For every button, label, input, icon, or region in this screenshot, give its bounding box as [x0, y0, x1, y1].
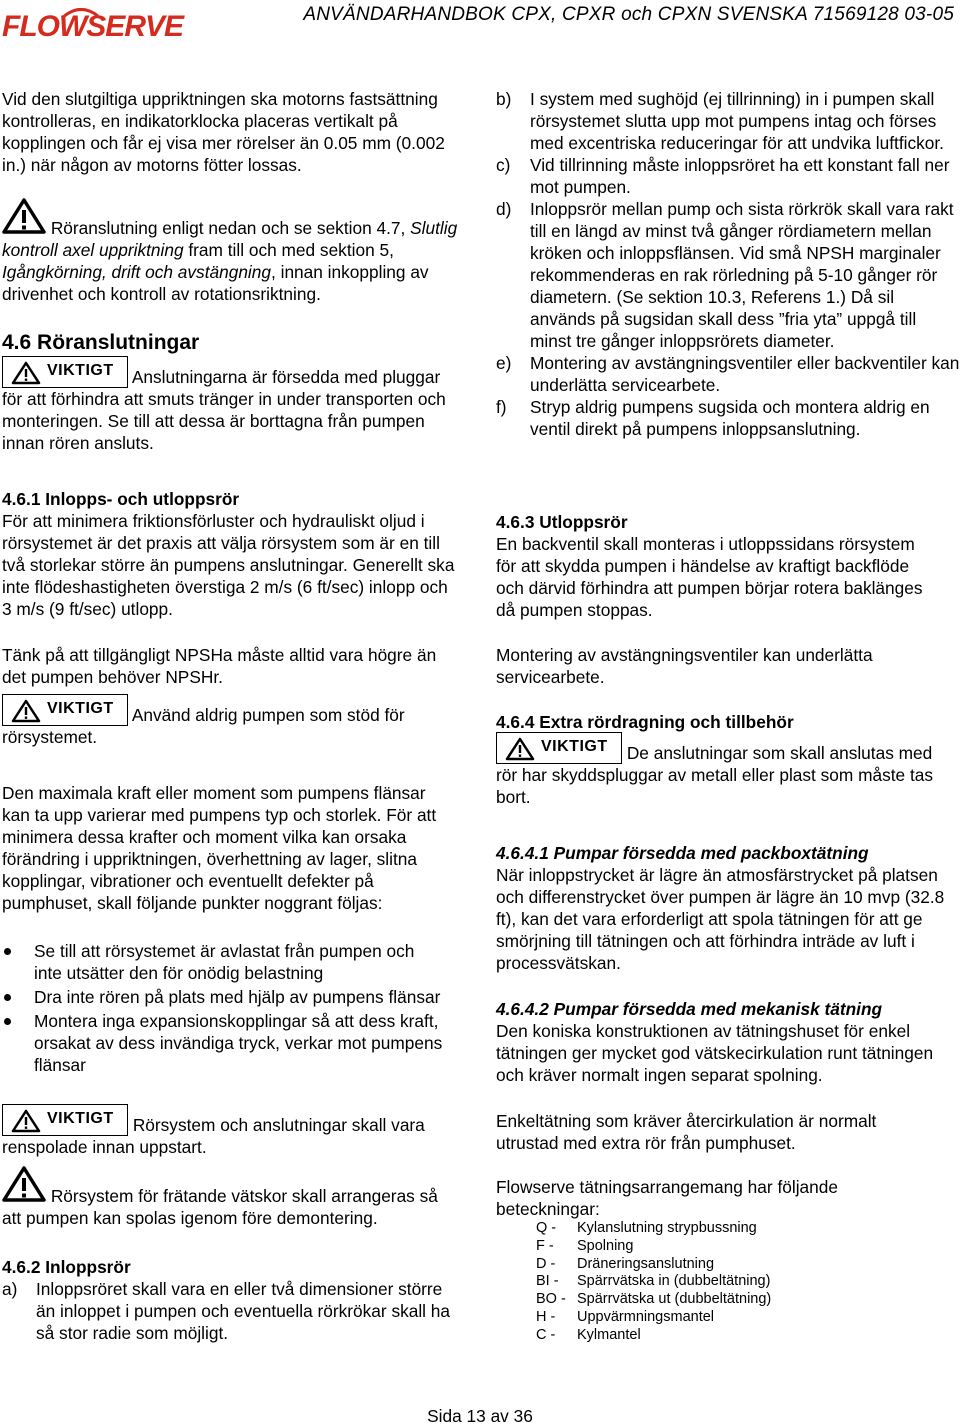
viktigt-label: VIKTIGT [47, 362, 114, 379]
list-item: c) Vid tillrinning måste inloppsröret ha ett konstant fall ner mot pumpen. [496, 155, 950, 197]
viktigt-label: VIKTIGT [541, 738, 608, 755]
page-number: Sida 13 av 36 [427, 1406, 533, 1426]
bullet-icon [4, 1018, 11, 1025]
outlet-paragraph: En backventil skall monteras i utloppssidans rörsystem för att skydda pumpen i händelse av kraftigt backflöde och därvid förhindra att pumpen börjar rotera baklänges då pumpen stoppas. [496, 534, 923, 620]
inlet-outlet-paragraph: För att minimera friktionsförluster och hydrauliskt oljud i rörsystemet är det praxis att välja rörsystem som är en till två storlekar större än pumpens anslutningar. Generellt ska inte flödeshastigheten överstiga 2 m/s (6 ft/sec) inlopp och 3 m/s (9 ft/sec) utlopp. [2, 511, 455, 619]
forces-paragraph: Den maximala kraft eller moment som pumpens flänsar kan ta upp varierar med pumpens typ och storlek. För att minimera dessa krafter och moment vilka kan orsaka förändring i uppriktningen, överhettning av lager, slitna kopplingar, vibrationer och eventuellt defekter på pumphuset, skall följande punkter noggrant följas: [2, 783, 437, 913]
viktigt-notice [2, 356, 128, 388]
designations-paragraph: Flowserve tätningsarrangemang har följande beteckningar: [496, 1177, 838, 1219]
list-item: Dra inte rören på plats med hjälp av pumpens flänsar [2, 986, 454, 1008]
logo-swoosh-icon [60, 6, 100, 20]
warning-triangle-icon [505, 737, 535, 761]
list-label: a) [2, 1279, 18, 1299]
code-row: BO - Spärrvätska ut (dubbeltätning) [536, 1291, 772, 1308]
viktigt-label: VIKTIGT [47, 700, 114, 717]
alignment-paragraph: Vid den slutgiltiga uppriktningen ska motorns fastsättning kontrolleras, en indikatorklocka placeras vertikalt på kopplingen och får ej visa mer rörelser än 0.05 mm (0.002 in.) när någon av motorns fötter lossas. [2, 89, 445, 175]
extra-piping-text: De anslutningar som skall anslutas med rör har skyddspluggar av metall eller plast som måste tas bort. [496, 743, 934, 807]
document-title: ANVÄNDARHANDBOK CPX, CPXR och CPXN SVENSKA 71569128 03-05 [303, 4, 954, 25]
warning-triangle-icon [11, 361, 41, 385]
code-row: BI - Spärrvätska in (dubbeltätning) [536, 1273, 771, 1290]
corrosive-paragraph [2, 1166, 458, 1229]
packing-paragraph: När inloppstrycket är lägre än atmosfärstrycket på platsen och differenstrycket över pumpen är lägre än 10 mvp (32.8 ft), kan det vara erforderligt att spola tätningen för att ge smörjning till tätningen och att förhindra inträde av luft i processvätskan. [496, 865, 945, 973]
flush-paragraph [2, 1104, 458, 1158]
section-heading-4-6-3: 4.6.3 Utloppsrör [496, 512, 628, 532]
list-item: b) I system med sughöjd (ej tillrinning) in i pumpen skall rörsystemet slutta upp mot pumpens intag och förses med excentriska reduceringar för att undvika luftfickor. [496, 89, 944, 153]
extra-piping-paragraph [496, 732, 946, 808]
viktigt-label: VIKTIGT [47, 1110, 114, 1127]
code-row: Q - Kylanslutning strypbussning [536, 1220, 757, 1236]
viktigt-notice [2, 694, 128, 726]
plugs-text: Anslutningarna är försedda med pluggar för att förhindra att smuts tränger in under transporten och monteringen. Se till att dessa är borttagna från pumpen innan rören ansluts. [2, 367, 446, 453]
section-heading-4-6-4-2: 4.6.4.2 Pumpar försedda med mekanisk tätning [496, 999, 883, 1019]
warning-triangle-icon [11, 699, 41, 723]
plugs-paragraph [2, 356, 458, 454]
list-item: a) Inloppsröret skall vara en eller två dimensioner större än inloppet i pumpen och eventuella rörkrökar skall ha så stor radie som möjligt. [2, 1279, 451, 1343]
valves-paragraph: Montering av avstängningsventiler kan underlätta servicearbete. [496, 645, 873, 687]
code-row: D - Dräneringsanslutning [536, 1255, 715, 1272]
pipe-text-b: Slutlig kontroll axel uppriktning [2, 218, 458, 260]
warning-triangle-icon [2, 198, 46, 239]
pipe-text-d: Igångkörning, drift och avstängning [2, 262, 271, 282]
support-paragraph [2, 694, 458, 748]
pipe-connection-paragraph [2, 198, 458, 305]
viktigt-notice [496, 732, 622, 764]
list-item: f) Stryp aldrig pumpens sugsida och montera aldrig en ventil direkt på pumpens inloppsanslutning. [496, 397, 930, 439]
support-text: Använd aldrig pumpen som stöd för rörsystemet. [2, 705, 405, 747]
logo-text: FLOWSERVE [2, 10, 184, 43]
section-heading-4-6-2: 4.6.2 Inloppsrör [2, 1257, 131, 1277]
list-item: Se till att rörsystemet är avlastat från pumpen och inte utsätter den för onödig belastning [2, 940, 429, 984]
designation-codes [496, 1220, 956, 1345]
list-item: d) Inloppsrör mellan pump och sista rörkrök skall vara rakt till en längd av minst två gånger rördiametern mellan kröken och inloppsflänsen. Vid små NPSH marginaler rekommenderas en rak rörledning på 5-10 gånger rör diametern. (Se sektion 10.3, Referens 1.) Då sil används på sugsidan skall dess ”fria yta” uppgå till minst tre gånger inloppsrörets diameter. [496, 199, 954, 351]
code-row: C - Kylmantel [536, 1326, 641, 1343]
warning-triangle-icon [2, 1166, 46, 1207]
list-item: e) Montering av avstängningsventiler eller backventiler kan underlätta servicearbete. [496, 353, 960, 395]
warning-triangle-icon [11, 1109, 41, 1133]
pipe-text-a: Röranslutning enligt nedan och se sektion 4.7, [50, 218, 406, 238]
code-row: H - Uppvärmningsmantel [536, 1308, 715, 1325]
section-heading-4-6-1: 4.6.1 Inlopps- och utloppsrör [2, 489, 240, 509]
bullet-list [2, 940, 458, 1076]
bullet-icon [4, 948, 11, 955]
flush-text: Rörsystem och anslutningar skall vara renspolade innan uppstart. [2, 1115, 425, 1157]
flowserve-logo [2, 4, 184, 52]
mech-seal-paragraph: Den koniska konstruktionen av tätningshuset för enkel tätningen ger mycket god vätskecirkulation runt tätningen och kräver normalt ingen separat spolning. [496, 1021, 934, 1085]
section-heading-4-6: 4.6 Röranslutningar [2, 331, 200, 354]
viktigt-notice [2, 1104, 128, 1136]
section-heading-4-6-4: 4.6.4 Extra rördragning och tillbehör [496, 712, 794, 732]
code-row: F - Spolning [536, 1237, 634, 1254]
bullet-icon [4, 994, 11, 1001]
single-seal-paragraph: Enkeltätning som kräver återcirkulation är normalt utrustad med extra rör från pumphuset. [496, 1111, 877, 1153]
list-item: Montera inga expansionskopplingar så att dess kraft, orsakat av dess invändiga tryck, verkar mot pumpens flänsar [2, 1010, 464, 1076]
npsh-paragraph: Tänk på att tillgängligt NPSHa måste alltid vara högre än det pumpen behöver NPSHr. [2, 645, 437, 687]
pipe-text-e: , innan inkoppling av drivenhet och kontroll av rotationsriktning. [2, 262, 429, 304]
corrosive-text: Rörsystem för frätande vätskor skall arrangeras så att pumpen kan spolas igenom före demontering. [2, 1186, 438, 1228]
inlet-list [496, 88, 960, 440]
pipe-text-c: fram till och med sektion 5, [183, 240, 394, 260]
section-heading-4-6-4-1: 4.6.4.1 Pumpar försedda med packboxtätning [496, 843, 869, 863]
